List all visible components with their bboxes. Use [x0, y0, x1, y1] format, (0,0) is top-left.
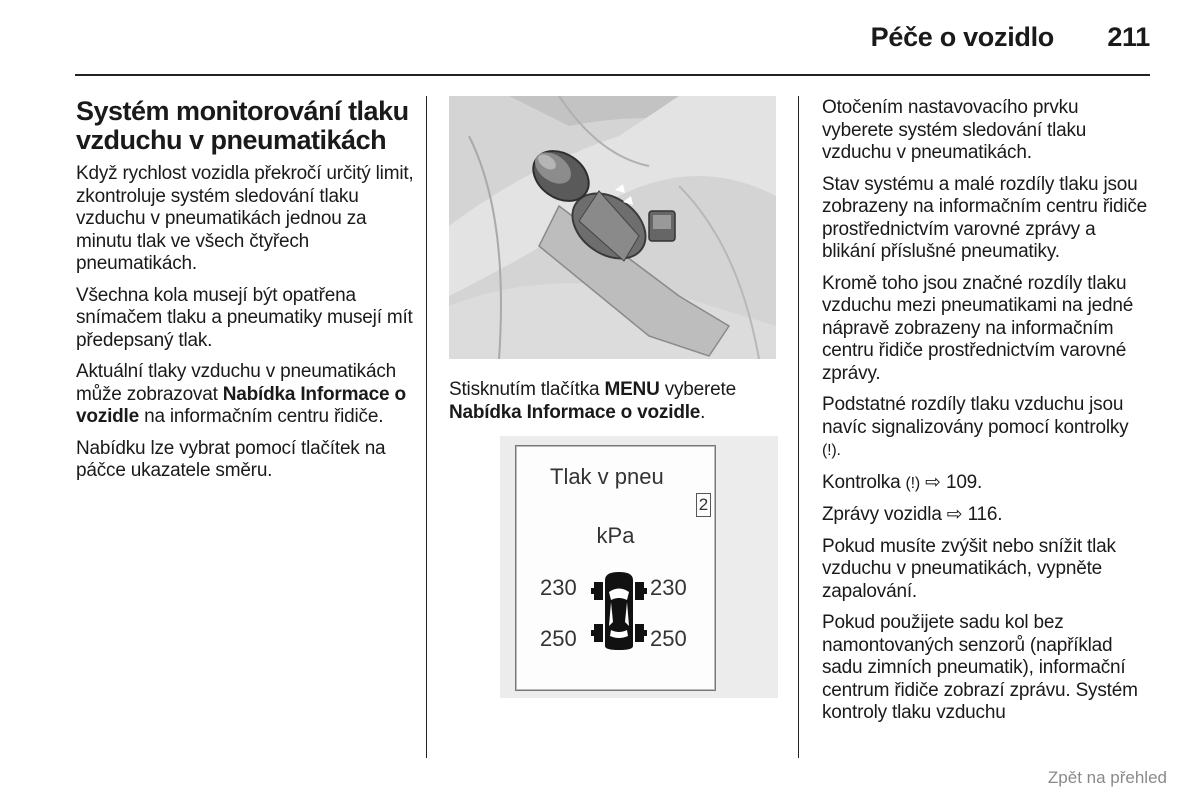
page-indicator: 2 [696, 493, 711, 517]
column-left [76, 97, 416, 492]
column-divider-left [426, 96, 427, 758]
screen-title: Tlak v pneu [550, 464, 664, 489]
page-title: Péče o vozidlo [870, 22, 1054, 52]
paragraph: Pokud použijete sadu kol bez namontovaných senzorů (například sadu zimních pneumatik), informační centrum řidiče zobrazí zprávu. Systém kontroly tlaku vzduchu [822, 612, 1138, 723]
paragraph [76, 361, 416, 429]
page-number: 211 [1107, 22, 1150, 52]
car-top-view-icon [591, 570, 647, 652]
page-reference[interactable]: 109. [945, 471, 983, 493]
figure-caption [449, 379, 779, 424]
header-rule [75, 74, 1150, 76]
section-heading: Systém monitorování tlaku vzduchu v pneumatikách [76, 96, 409, 155]
pressure-front-left: 230 [540, 575, 577, 600]
paragraph-text: Aktuální tlaky vzduchu v pneumatikách může zobrazovat [76, 361, 396, 405]
driver-info-screen [515, 445, 716, 691]
paragraph-text: Podstatné rozdíly tlaku vzduchu jsou navíc signalizovány pomocí kontrolky [822, 394, 1129, 438]
paragraph: Otočením nastavovacího prvku vyberete systém sledování tlaku vzduchu v pneumatikách. [822, 97, 1087, 163]
turn-signal-lever-photo [449, 96, 776, 359]
paragraph [822, 394, 1154, 463]
caption-text: vyberete [659, 379, 736, 400]
column-right [822, 97, 1154, 734]
paragraph-text: Zprávy vozidla [822, 504, 942, 525]
paragraph-text: Kontrolka [822, 471, 906, 493]
paragraph-text: na informačním centru řidiče. [139, 406, 384, 427]
menu-button-label: MENU [604, 379, 660, 400]
paragraph: Když rychlost vozidla překročí určitý limit, zkontroluje systém sledování tlaku vzduchu v pneumatikách jednou za minutu tlak ve všech čtyřech pneumatikách. [76, 163, 414, 274]
caption-text: . [700, 401, 706, 423]
menu-name: Nabídka Informace o vozidle [76, 383, 406, 427]
pressure-unit: kPa [596, 523, 635, 548]
paragraph: Stav systému a malé rozdíly tlaku jsou zobrazeny na informačním centru řidiče prostřednictvím varovné zprávy a blikání příslušné pneumatiky. [822, 173, 1148, 262]
caption-text: Stisknutím tlačítka [449, 379, 605, 400]
pressure-rear-left: 250 [540, 626, 577, 651]
page-reference[interactable]: 116. [967, 504, 1003, 525]
paragraph: Všechna kola musejí být opatřena snímačem tlaku a pneumatiky musejí mít předepsaný tlak. [76, 284, 413, 351]
paragraph [822, 472, 1154, 496]
pressure-front-right: 230 [650, 575, 687, 600]
paragraph: Pokud musíte zvýšit nebo snížit tlak vzduchu v pneumatikách, vypněte zapalování. [822, 535, 1116, 602]
reference-arrow-icon: ⇨ [920, 471, 946, 493]
column-divider-right [798, 96, 799, 758]
paragraph [822, 504, 1154, 527]
paragraph: Kromě toho jsou značné rozdíly tlaku vzduchu mezi pneumatikami na jedné nápravě zobrazeny na informačním centru řidiče prostřednictvím varovné zprávy. [822, 272, 1134, 384]
pressure-rear-right: 250 [650, 626, 687, 651]
tire-pressure-warning-icon: (!). [822, 442, 841, 459]
info-display-illustration [500, 436, 778, 698]
reference-arrow-icon: ⇨ [941, 504, 968, 525]
paragraph: Nabídku lze vybrat pomocí tlačítek na páčce ukazatele směru. [76, 437, 386, 481]
menu-name: Nabídka Informace o vozidle [449, 401, 701, 423]
back-to-overview-link[interactable]: Zpět na přehled [1047, 768, 1167, 787]
tire-pressure-warning-icon: (!) [905, 474, 921, 492]
